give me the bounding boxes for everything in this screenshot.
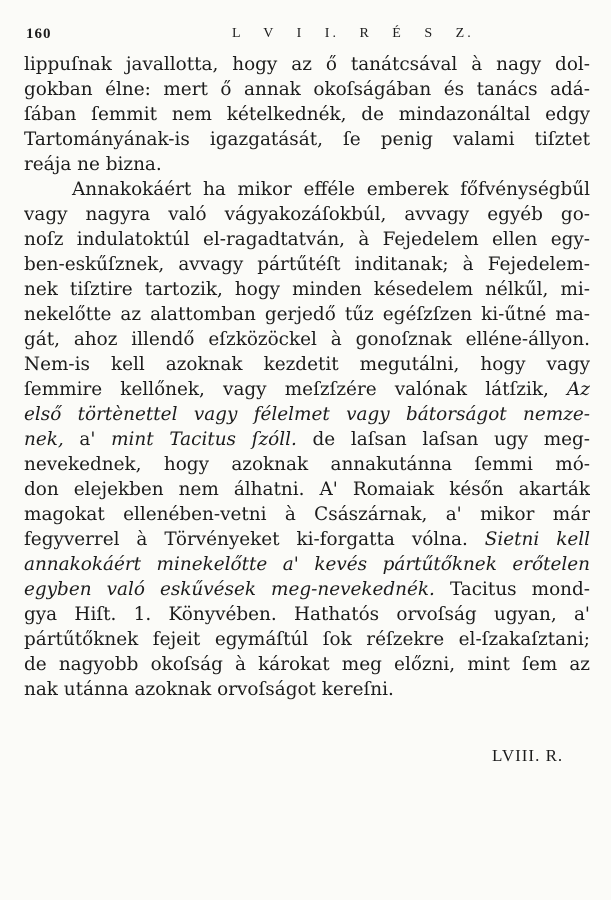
text-segment: Annakokáért ha mikor efféle emberek főfvénységbűl: [72, 179, 590, 200]
italic-segment: nek,: [24, 429, 80, 450]
catchword: LVIII. R.: [492, 746, 564, 765]
text-segment: ben-eskűſznek, avvagy pártűtéſt inditanak; à Fejedelem-: [24, 254, 590, 275]
text-line: [24, 77, 590, 102]
text-line: [24, 552, 590, 577]
text-segment: nevekednek, hogy azoknak annakutánna ſemmi mó-: [24, 454, 590, 475]
text-segment: Nem-is kell azoknak kezdetit megutálni, hogy vagy: [24, 354, 590, 375]
text-segment: Tartományának-is igazgatását, ſe penig valami tiſztet: [24, 129, 590, 150]
italic-segment: egyben való eskűvések meg-nevekednék.: [24, 579, 435, 600]
text-line: [24, 202, 590, 227]
text-line: [24, 652, 590, 677]
text-segment: pártűtőknek fejeit egymáſtúl ſok réſzekre el-ſzakaſztani;: [24, 629, 590, 650]
text-line: [24, 352, 590, 377]
text-segment: gya Hiſt. 1. Könyvében. Hathatós orvoſság ugyan, a': [24, 604, 590, 625]
text-line: [24, 677, 590, 702]
text-line: [24, 427, 590, 452]
text-segment: de laſsan laſsan ugy meg-: [296, 429, 590, 450]
text-segment: nak utánna azoknak orvoſságot kereſni.: [24, 679, 394, 700]
text-line: [24, 302, 590, 327]
text-line: [24, 377, 590, 402]
text-line: [24, 152, 590, 177]
text-line: [24, 327, 590, 352]
text-line: [24, 602, 590, 627]
page-number: 160: [26, 26, 52, 42]
italic-segment: mint Tacitus ſzóll.: [111, 429, 297, 450]
text-segment: don elejekben nem álhatni. A' Romaiak későn akarták: [24, 479, 590, 500]
text-segment: Tacitus mond-: [434, 579, 590, 600]
text-segment: noſz indulatoktúl el-ragadtatván, à Fejedelem ellen egy-: [24, 229, 590, 250]
text-line: [24, 227, 590, 252]
text-line: [24, 577, 590, 602]
text-line: [24, 477, 590, 502]
text-segment: lippuſnak javallotta, hogy az ő tanátcsával à nagy dol-: [24, 54, 590, 75]
italic-segment: Sietni kell: [484, 529, 590, 550]
chapter-heading: L V I I. R É S Z.: [232, 26, 474, 41]
text-segment: magokat ellenében-vetni à Császárnak, a' mikor már: [24, 504, 590, 525]
text-line: [24, 102, 590, 127]
text-line: [24, 127, 590, 152]
text-segment: fegyverrel à Törvényeket ki-forgatta vólna.: [24, 529, 485, 550]
italic-segment: Az: [567, 379, 590, 400]
text-line: [24, 277, 590, 302]
italic-segment: annakokáért minekelőtte a' kevés pártűtőknek erőtelen: [24, 554, 590, 575]
text-line: [24, 627, 590, 652]
text-line: [24, 527, 590, 552]
text-segment: reája ne bizna.: [24, 154, 162, 175]
text-segment: gát, ahoz illendő eſzközöckel à gonoſznak elléne-állyon.: [24, 329, 590, 350]
text-line: [24, 252, 590, 277]
italic-segment: első törtènettel vagy félelmet vagy bátorságot nemze-: [24, 404, 590, 425]
text-line: [24, 402, 590, 427]
text-segment: vagy nagyra való vágyakozáſokbúl, avvagy egyéb go-: [24, 204, 590, 225]
text-line: [24, 52, 590, 77]
text-line: [24, 177, 590, 202]
text-segment: ſemmire kellőnek, vagy meſzſzére valónak látſzik,: [24, 379, 568, 400]
running-head: [26, 26, 586, 50]
text-segment: nek tiſztire tartozik, hogy minden késedelem nélkűl, mi-: [24, 279, 590, 300]
text-line: [24, 452, 590, 477]
text-segment: de nagyobb okoſság à károkat meg előzni, mint ſem az: [24, 654, 590, 675]
text-line: [24, 502, 590, 527]
text-segment: nekelőtte az alattomban gerjedő tűz egéſzſzen ki-űtné ma-: [24, 304, 590, 325]
text-segment: ſában ſemmit nem kételkednék, de mindazonáltal edgy: [24, 104, 590, 125]
body-text: [24, 52, 590, 702]
text-segment: gokban élne: mert ő annak okoſságában és tanács adá-: [24, 79, 590, 100]
text-segment: a': [79, 429, 112, 450]
